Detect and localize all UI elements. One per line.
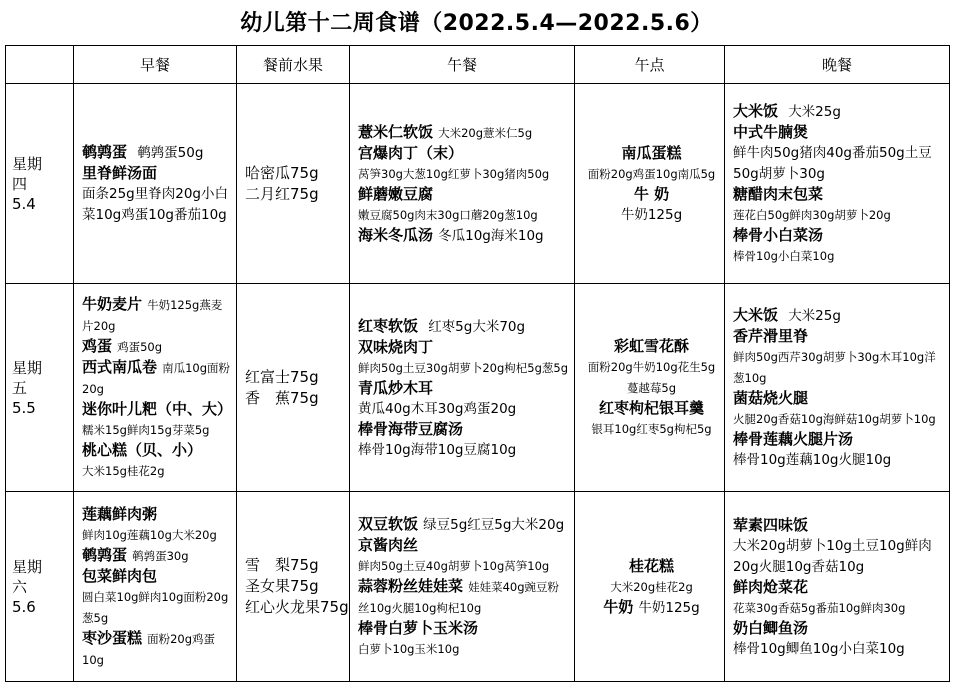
fruit-item: 圣女果75g <box>245 577 319 595</box>
dish-name: 京酱肉丝 <box>358 536 419 554</box>
dish-ingredients: 圆白菜10g鲜肉10g面粉20g葱5g <box>82 589 229 625</box>
day-row-thursday <box>6 84 950 284</box>
dish-name: 菌菇烧火腿 <box>733 389 809 407</box>
day-date: 5.6 <box>12 597 36 616</box>
dish-ingredients: 牛奶125g燕麦片20g <box>82 298 223 333</box>
breakfast-cell <box>74 84 237 284</box>
dish-name: 枣沙蛋糕 <box>82 628 143 647</box>
dish-ingredients: 嫩豆腐50g肉末30g口蘑20g葱10g <box>358 207 538 222</box>
dish-ingredients: 大米25g <box>788 308 841 324</box>
dish-name: 桂花糕 <box>628 556 674 575</box>
dish-ingredients: 面粉20g鸡蛋10g <box>82 631 216 667</box>
dish-ingredients: 大米20g胡萝卜10g土豆10g鲜肉20g火腿10g香菇10g <box>733 537 932 575</box>
dish-name: 牛奶麦片 <box>82 295 143 313</box>
dish-name: 棒骨白萝卜玉米汤 <box>358 619 479 637</box>
dish-ingredients: 冬瓜10g海米10g <box>438 227 544 244</box>
dish-ingredients: 大米25g <box>788 104 841 120</box>
fruit-item: 红心火龙果75g <box>245 598 349 616</box>
dish-name: 宫爆肉丁（末） <box>358 143 464 162</box>
breakfast-cell <box>74 284 237 492</box>
header-row <box>6 46 950 84</box>
day-number: 五 <box>12 378 28 397</box>
dish-name: 奶白鲫鱼汤 <box>733 618 809 637</box>
fruit-cell <box>237 492 350 682</box>
fruit-item: 哈密瓜75g <box>245 163 319 182</box>
dish-ingredients: 牛奶125g <box>620 206 683 223</box>
dish-name: 海米冬瓜汤 <box>358 225 434 244</box>
dish-ingredients: 棒骨10g海带10g豆腐10g <box>358 441 517 458</box>
dish-name: 牛 奶 <box>633 184 670 203</box>
header-fruit: 餐前水果 <box>237 46 350 84</box>
dish-ingredients: 红枣5g大米70g <box>428 318 526 335</box>
dish-ingredients: 鸡蛋50g <box>117 340 163 354</box>
dish-ingredients: 银耳10g红枣5g枸杞5g <box>591 422 712 436</box>
dish-name: 迷你叶儿粑（中、大） <box>82 400 233 418</box>
dish-ingredients: 南瓜10g面粉20g <box>82 361 231 396</box>
dinner-cell <box>725 284 950 492</box>
dish-name: 西式南瓜卷 <box>82 358 158 376</box>
day-word: 星期 <box>12 557 43 576</box>
dish-ingredients: 棒骨10g小白菜10g <box>733 249 835 263</box>
dish-ingredients: 鲜肉10g莲藕10g大米20g <box>82 527 217 542</box>
dish-ingredients: 大米20g薏米仁5g <box>438 125 533 140</box>
dish-name: 红枣软饭 <box>358 316 419 335</box>
dish-name: 桃心糕（贝、小） <box>82 441 203 459</box>
dish-name: 包菜鲜肉包 <box>82 566 158 585</box>
day-row-saturday <box>6 492 950 682</box>
day-number: 四 <box>12 174 28 193</box>
day-word: 星期 <box>12 154 43 173</box>
dish-name: 莲藕鲜肉粥 <box>82 504 158 523</box>
page-title: 幼儿第十二周食谱（2022.5.4—2022.5.6） <box>240 11 713 36</box>
dish-name: 棒骨海带豆腐汤 <box>358 419 464 438</box>
dish-ingredients: 面条25g里脊肉20g小白菜10g鸡蛋10g番茄10g <box>82 186 228 223</box>
day-number: 六 <box>12 577 28 596</box>
day-word: 星期 <box>12 358 43 377</box>
dish-ingredients: 大米20g桂花2g <box>610 579 693 594</box>
fruit-item: 雪 梨75g <box>245 556 319 574</box>
dish-ingredients: 棒骨10g莲藕10g火腿10g <box>733 452 892 468</box>
dish <box>82 142 232 163</box>
lunch-cell <box>350 492 575 682</box>
dish-ingredients: 莴笋30g大葱10g红萝卜30g猪肉50g <box>358 166 550 181</box>
dish-ingredients: 白萝卜10g玉米10g <box>358 642 460 656</box>
dish-ingredients: 娃娃菜40g豌豆粉丝10g火腿10g枸杞10g <box>358 580 560 615</box>
dish-name: 大米饭 <box>733 306 779 324</box>
dinner-cell <box>725 492 950 682</box>
dish-ingredients: 鹌鹑蛋30g <box>132 548 189 563</box>
dish-name: 薏米仁软饭 <box>358 122 434 141</box>
dish-ingredients: 棒骨10g鲫鱼10g小白菜10g <box>733 640 905 657</box>
lunch-cell <box>350 284 575 492</box>
dish-name: 蒜蓉粉丝娃娃菜 <box>358 577 464 595</box>
dish-name: 糖醋肉末包菜 <box>733 185 824 203</box>
dish-ingredients: 鲜肉50g西芹30g胡萝卜30g木耳10g洋葱10g <box>733 350 936 385</box>
day-date: 5.5 <box>12 398 36 417</box>
dish-ingredients: 鲜肉50g土豆30g胡萝卜20g枸杞5g葱5g <box>358 360 569 375</box>
dish-name: 中式牛腩煲 <box>733 123 809 141</box>
menu-table <box>5 45 950 682</box>
day-label <box>6 284 74 492</box>
dish-ingredients: 莲花白50g鲜肉30g胡萝卜20g <box>733 208 891 222</box>
day-label <box>6 492 74 682</box>
header-breakfast: 早餐 <box>74 46 237 84</box>
dish-name: 鹌鹑蛋 <box>82 143 128 161</box>
dish-name: 鸡蛋 <box>82 337 113 355</box>
dish-ingredients: 鹌鹑蛋50g <box>137 145 204 161</box>
day-row-friday <box>6 284 950 492</box>
dish-ingredients: 牛奶125g <box>638 599 700 616</box>
fruit-cell <box>237 284 350 492</box>
dish-name: 大米饭 <box>733 102 779 120</box>
dish-name: 棒骨莲藕火腿片汤 <box>733 430 854 448</box>
snack-cell <box>575 84 725 284</box>
header-lunch: 午餐 <box>350 46 575 84</box>
breakfast-cell <box>74 492 237 682</box>
dish-name: 里脊鲜汤面 <box>82 164 158 182</box>
dish <box>82 163 232 225</box>
dish-name: 双味烧肉丁 <box>358 337 434 356</box>
dish-name: 鲜蘑嫩豆腐 <box>358 184 434 203</box>
snack-cell <box>575 284 725 492</box>
dish-ingredients: 花菜30g香菇5g番茄10g鲜肉30g <box>733 600 906 615</box>
dish-ingredients: 黄瓜40g木耳30g鸡蛋20g <box>358 400 517 417</box>
dish-name: 红枣枸杞银耳羹 <box>598 399 704 417</box>
dish-ingredients: 大米15g桂花2g <box>82 464 165 478</box>
header-corner <box>6 46 74 84</box>
dish-ingredients: 鲜肉50g土豆40g胡萝卜10g莴笋10g <box>358 559 550 573</box>
header-snack: 午点 <box>575 46 725 84</box>
dish-name: 彩虹雪花酥 <box>613 337 689 355</box>
dish-ingredients: 绿豆5g红豆5g大米20g <box>423 517 565 533</box>
day-date: 5.4 <box>12 194 36 213</box>
dish-name: 鹌鹑蛋 <box>82 545 128 564</box>
header-dinner: 晚餐 <box>725 46 950 84</box>
dinner-cell <box>725 84 950 284</box>
dish-name: 青瓜炒木耳 <box>358 378 434 397</box>
dish-name: 鲜肉炝菜花 <box>733 577 809 596</box>
fruit-cell <box>237 84 350 284</box>
dish-name: 南瓜蛋糕 <box>621 143 682 162</box>
dish-ingredients: 面粉20g鸡蛋10g南瓜5g <box>587 166 716 181</box>
dish-name: 棒骨小白菜汤 <box>733 226 824 244</box>
snack-cell <box>575 492 725 682</box>
fruit-item: 红富士75g <box>245 367 319 386</box>
dish-name: 荤素四味饭 <box>733 515 809 534</box>
dish-ingredients: 面粉20g牛奶10g花生5g蔓越莓5g <box>587 360 716 395</box>
dish-name: 双豆软饭 <box>358 515 419 533</box>
dish-ingredients: 火腿20g香菇10g海鲜菇10g胡萝卜10g <box>733 412 936 426</box>
dish-ingredients: 鲜牛肉50g猪肉40g番茄50g土豆50g胡萝卜30g <box>733 145 932 182</box>
fruit-item: 二月红75g <box>245 184 319 203</box>
lunch-cell <box>350 84 575 284</box>
dish-name: 牛奶 <box>603 597 634 616</box>
fruit-item: 香 蕉75g <box>245 388 319 407</box>
dish-name: 香芹滑里脊 <box>733 327 809 345</box>
dish-ingredients: 糯米15g鲜肉15g芽菜5g <box>82 423 210 437</box>
day-label <box>6 84 74 284</box>
